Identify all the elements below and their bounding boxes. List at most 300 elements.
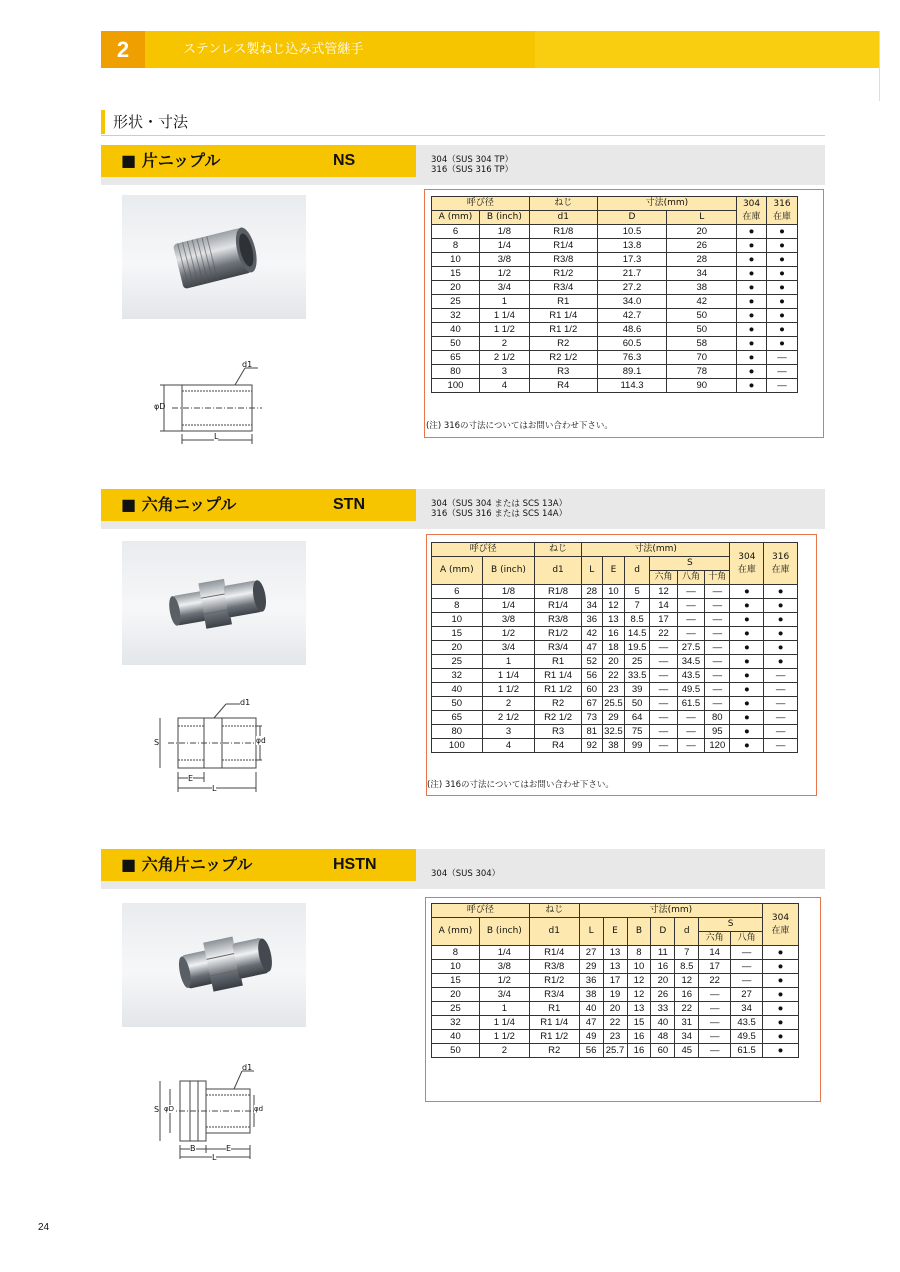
table-cell: 1 1/4 — [482, 669, 535, 683]
product-photo-stn — [122, 541, 306, 665]
product-banner-stn — [101, 489, 825, 529]
table-cell: ● — [730, 683, 764, 697]
chapter-number: 2 — [101, 31, 145, 68]
label-diameter-outer: φD — [164, 1105, 175, 1113]
table-row — [432, 323, 798, 337]
table-cell: 48 — [651, 1030, 675, 1044]
table-cell: 42 — [581, 627, 602, 641]
label-length: L — [212, 784, 217, 793]
header-cell: B — [627, 918, 651, 946]
table-cell: — — [731, 960, 763, 974]
table-cell: 3/4 — [482, 641, 535, 655]
product-banner-hstn — [101, 849, 825, 889]
table-cell: 114.3 — [597, 379, 667, 393]
table-cell: 13 — [627, 1002, 651, 1016]
table-cell: 17 — [650, 613, 677, 627]
table-cell: R3/4 — [529, 988, 579, 1002]
table-cell: ● — [767, 239, 798, 253]
table-cell: ● — [737, 365, 767, 379]
table-cell: ● — [737, 309, 767, 323]
table-cell: 47 — [579, 1016, 603, 1030]
table-cell: 49.5 — [731, 1030, 763, 1044]
table-cell: — — [699, 988, 731, 1002]
table-cell: 67 — [581, 697, 602, 711]
header-cell: B (inch) — [479, 918, 529, 946]
table-cell: 25 — [432, 295, 480, 309]
table-cell: ● — [730, 655, 764, 669]
table-cell: 50 — [432, 1044, 480, 1058]
table-cell: 16 — [675, 988, 699, 1002]
table-cell: 42 — [667, 295, 737, 309]
header-cell: d — [625, 557, 650, 585]
table-cell: 100 — [432, 379, 480, 393]
table-cell: — — [731, 946, 763, 960]
table-cell: ● — [763, 1030, 799, 1044]
table-cell: 20 — [432, 988, 480, 1002]
table-cell: 28 — [667, 253, 737, 267]
table-cell: R1/8 — [535, 585, 581, 599]
label-d1: d1 — [240, 698, 251, 707]
header-cell: 八角 — [731, 932, 763, 946]
drawing-ns — [150, 360, 270, 450]
table-cell: 32 — [432, 309, 480, 323]
table-cell: 5 — [625, 585, 650, 599]
table-cell: 27 — [731, 988, 763, 1002]
material-line: 316（SUS 316 TP） — [431, 165, 514, 175]
table-cell: 1/8 — [482, 585, 535, 599]
table-cell: ● — [763, 1044, 799, 1058]
table-row — [432, 988, 799, 1002]
table-cell: 23 — [602, 683, 624, 697]
label-d1: d1 — [242, 360, 253, 369]
table-row — [432, 267, 798, 281]
table-cell: 70 — [667, 351, 737, 365]
table-cell: 48.6 — [597, 323, 667, 337]
table-cell: 1/4 — [482, 599, 535, 613]
table-cell: ● — [767, 281, 798, 295]
table-cell: 43.5 — [677, 669, 704, 683]
table-cell: — — [677, 585, 704, 599]
table-cell: — — [705, 613, 730, 627]
table-cell: 4 — [479, 379, 529, 393]
section-title: 形状・寸法 — [113, 113, 189, 131]
table-cell: — — [650, 739, 677, 753]
table-cell: 14.5 — [625, 627, 650, 641]
table-cell: ● — [764, 627, 798, 641]
header-cell: E — [603, 918, 627, 946]
table-cell: 10 — [627, 960, 651, 974]
table-cell: 3/8 — [479, 253, 529, 267]
table-cell: — — [699, 1030, 731, 1044]
header-cell: d1 — [535, 557, 581, 585]
table-cell: — — [650, 697, 677, 711]
table-cell: 19.5 — [625, 641, 650, 655]
table-cell: 17 — [603, 974, 627, 988]
section-divider — [101, 135, 825, 136]
table-cell: ● — [764, 655, 798, 669]
header-cell: ねじ — [529, 197, 597, 211]
table-cell: — — [767, 365, 798, 379]
table-cell: ● — [730, 627, 764, 641]
table-cell: 8 — [432, 239, 480, 253]
table-cell: — — [677, 711, 704, 725]
table-cell: 20 — [602, 655, 624, 669]
table-cell: 26 — [651, 988, 675, 1002]
table-cell: R1 1/2 — [529, 323, 597, 337]
table-cell: 50 — [625, 697, 650, 711]
table-row — [432, 669, 798, 683]
table-cell: — — [705, 683, 730, 697]
table-cell: 80 — [432, 725, 483, 739]
table-cell: 40 — [432, 683, 483, 697]
table-cell: 73 — [581, 711, 602, 725]
table-cell: 32.5 — [604, 726, 623, 737]
table-cell: 95 — [705, 725, 730, 739]
page-number: 24 — [38, 1222, 50, 1233]
table-row — [432, 946, 799, 960]
table-cell: 34 — [731, 1002, 763, 1016]
table-cell: — — [650, 683, 677, 697]
table-cell: 27.5 — [677, 641, 704, 655]
header-cell: 八角 — [677, 571, 704, 585]
table-cell: 12 — [602, 599, 624, 613]
table-row — [432, 613, 798, 627]
table-cell: 65 — [432, 711, 483, 725]
chapter-title: ステンレス製ねじ込み式管継手 — [183, 42, 364, 57]
table-cell: 13.8 — [597, 239, 667, 253]
table-cell: — — [677, 725, 704, 739]
table-cell: ● — [730, 669, 764, 683]
table-cell: 50 — [667, 309, 737, 323]
table-cell: 25.5 — [604, 698, 623, 709]
table-cell: 2 1/2 — [479, 351, 529, 365]
table-cell: 61.5 — [731, 1044, 763, 1058]
table-cell: 56 — [579, 1044, 603, 1058]
table-row — [432, 351, 798, 365]
material-line: 304（SUS 304 TP） — [431, 155, 514, 165]
table-cell: R3/8 — [529, 960, 579, 974]
table-cell: ● — [767, 309, 798, 323]
label-length: L — [214, 432, 219, 441]
table-cell: ● — [730, 585, 764, 599]
table-cell: 50 — [432, 697, 483, 711]
table-cell: R1 1/4 — [535, 669, 581, 683]
table-row — [432, 1030, 799, 1044]
table-cell: 17 — [699, 960, 731, 974]
table-cell: 6 — [432, 225, 480, 239]
table-row — [432, 974, 799, 988]
table-cell: ● — [763, 1016, 799, 1030]
table-row — [432, 1044, 799, 1058]
table-cell: 16 — [651, 960, 675, 974]
table-cell: 31 — [675, 1016, 699, 1030]
table-row — [432, 225, 798, 239]
table-cell: — — [767, 379, 798, 393]
table-cell: R2 1/2 — [529, 351, 597, 365]
table-cell: 34 — [667, 267, 737, 281]
table-cell: 36 — [579, 974, 603, 988]
table-cell: ● — [737, 323, 767, 337]
table-cell: 40 — [579, 1002, 603, 1016]
table-cell: 10 — [432, 613, 483, 627]
table-cell: 8.5 — [675, 960, 699, 974]
table-cell: 27.2 — [597, 281, 667, 295]
table-cell: ● — [737, 267, 767, 281]
table-cell: 4 — [482, 739, 535, 753]
table-row — [432, 739, 798, 753]
table-row — [432, 641, 798, 655]
table-cell: 75 — [625, 725, 650, 739]
table-cell: 25 — [432, 655, 483, 669]
table-cell: — — [699, 1016, 731, 1030]
table-cell: 76.3 — [597, 351, 667, 365]
header-cell: 呼び径 — [432, 543, 535, 557]
table-cell: — — [764, 725, 798, 739]
drawing-hstn — [150, 1063, 270, 1163]
table-cell: ● — [764, 613, 798, 627]
table-cell: ● — [737, 351, 767, 365]
chapter-header — [101, 31, 880, 68]
table-cell: 29 — [579, 960, 603, 974]
table-cell: 1/8 — [479, 225, 529, 239]
table-cell: 22 — [603, 1016, 627, 1030]
table-row — [432, 1002, 799, 1016]
table-cell: 1 1/4 — [479, 309, 529, 323]
table-cell: R3/8 — [529, 253, 597, 267]
header-cell: S — [650, 557, 730, 571]
table-cell: ● — [730, 725, 764, 739]
table-cell: 60 — [581, 683, 602, 697]
table-cell: — — [764, 739, 798, 753]
table-cell: 18 — [602, 641, 624, 655]
table-cell: 10 — [432, 253, 480, 267]
table-cell: 34 — [675, 1030, 699, 1044]
table-cell: 15 — [432, 267, 480, 281]
table-cell: 20 — [651, 974, 675, 988]
table-cell: ● — [737, 295, 767, 309]
table-cell: 13 — [603, 960, 627, 974]
table-cell: ● — [737, 225, 767, 239]
table-cell: 43.5 — [731, 1016, 763, 1030]
table-cell: ● — [767, 225, 798, 239]
table-cell: 12 — [650, 585, 677, 599]
table-cell: — — [650, 725, 677, 739]
table-cell: 15 — [627, 1016, 651, 1030]
table-cell: 2 — [479, 1044, 529, 1058]
table-cell: ● — [767, 295, 798, 309]
label-s: S — [154, 738, 160, 747]
material-line: 304（SUS 304 または SCS 13A） — [431, 499, 568, 509]
table-cell: 60.5 — [597, 337, 667, 351]
table-cell: 22 — [699, 974, 731, 988]
table-cell: ● — [730, 711, 764, 725]
table-cell: R2 — [529, 337, 597, 351]
table-cell: — — [705, 599, 730, 613]
table-cell: R1 1/2 — [529, 1030, 579, 1044]
table-cell: — — [650, 641, 677, 655]
header-cell: B (inch) — [479, 211, 529, 225]
table-cell: 33 — [651, 1002, 675, 1016]
product-code: HSTN — [333, 856, 377, 873]
table-cell: 16 — [602, 627, 624, 641]
table-cell: R3/8 — [535, 613, 581, 627]
table-cell: 45 — [675, 1044, 699, 1058]
table-cell: ● — [730, 599, 764, 613]
table-cell: 1 1/4 — [479, 1016, 529, 1030]
table-cell: 29 — [602, 711, 624, 725]
header-cell: D — [651, 918, 675, 946]
header-cell: 呼び径 — [432, 904, 530, 918]
table-cell: 12 — [627, 988, 651, 1002]
table-cell: R3/4 — [529, 281, 597, 295]
table-cell: 1 — [479, 295, 529, 309]
table-cell: 32 — [432, 669, 483, 683]
table-cell: 36 — [581, 613, 602, 627]
material-list — [431, 869, 500, 879]
table-cell: 6 — [432, 585, 483, 599]
table-cell: 90 — [667, 379, 737, 393]
table-row — [432, 379, 798, 393]
table-row — [432, 627, 798, 641]
table-cell: 3 — [482, 725, 535, 739]
table-cell: 3/4 — [479, 281, 529, 295]
table-cell: 26 — [667, 239, 737, 253]
table-row — [432, 725, 798, 739]
table-cell: 38 — [579, 988, 603, 1002]
header-highlight — [535, 31, 880, 68]
table-cell: 40 — [651, 1016, 675, 1030]
table-cell: — — [764, 697, 798, 711]
table-cell: R1 1/4 — [529, 1016, 579, 1030]
header-cell: 304 在庫 — [730, 543, 764, 585]
table-cell: 11 — [651, 946, 675, 960]
table-cell: ● — [767, 337, 798, 351]
table-cell: 38 — [667, 281, 737, 295]
table-row — [432, 599, 798, 613]
table-cell: — — [705, 669, 730, 683]
table-cell: 28 — [581, 585, 602, 599]
table-cell: — — [705, 585, 730, 599]
label-b: B — [190, 1144, 196, 1153]
table-cell: 60 — [651, 1044, 675, 1058]
table-cell: — — [764, 683, 798, 697]
material-list — [431, 499, 567, 519]
table-cell: R4 — [535, 739, 581, 753]
table-cell: 1 — [482, 655, 535, 669]
table-cell: R1 — [535, 655, 581, 669]
table-cell: 49.5 — [677, 683, 704, 697]
table-cell: 81 — [581, 725, 602, 739]
table-cell: 23 — [603, 1030, 627, 1044]
table-header-row — [432, 543, 798, 557]
header-cell: S — [699, 918, 763, 932]
table-cell: 3/8 — [482, 613, 535, 627]
table-header-row — [432, 918, 799, 932]
table-cell: R3 — [529, 365, 597, 379]
table-cell: — — [677, 599, 704, 613]
spec-table-ns — [431, 196, 798, 393]
table-cell: 65 — [432, 351, 480, 365]
table-cell: 2 — [479, 337, 529, 351]
table-header-row — [432, 904, 799, 918]
table-cell: 33.5 — [625, 669, 650, 683]
table-cell: R1/2 — [535, 627, 581, 641]
table-cell: ● — [763, 988, 799, 1002]
table-cell: ● — [730, 697, 764, 711]
table-header-row — [432, 197, 798, 211]
header-cell: D — [597, 211, 667, 225]
table-cell: 120 — [705, 739, 730, 753]
table-cell: 1 — [479, 1002, 529, 1016]
label-length: L — [212, 1153, 217, 1162]
header-cell: 六角 — [699, 932, 731, 946]
table-cell: 1 1/2 — [482, 683, 535, 697]
table-cell: ● — [737, 337, 767, 351]
table-cell: 32 — [432, 1016, 480, 1030]
header-cell: A (mm) — [432, 557, 483, 585]
table-cell: 50 — [667, 323, 737, 337]
table-cell: 20 — [603, 1002, 627, 1016]
table-row — [432, 1016, 799, 1030]
table-cell: 1 1/2 — [479, 323, 529, 337]
table-cell: ● — [737, 281, 767, 295]
label-diameter: φd — [256, 736, 266, 745]
table-row — [432, 239, 798, 253]
table-cell: 12 — [675, 974, 699, 988]
table-cell: 61.5 — [677, 697, 704, 711]
table-cell: — — [764, 669, 798, 683]
table-row — [432, 697, 798, 711]
table-cell: R1 — [529, 1002, 579, 1016]
table-cell: 100 — [432, 739, 483, 753]
header-cell: d — [675, 918, 699, 946]
table-cell: 40 — [432, 323, 480, 337]
table-cell: 13 — [602, 613, 624, 627]
table-cell: 27 — [579, 946, 603, 960]
table-cell: ● — [730, 613, 764, 627]
section-marker — [101, 110, 105, 134]
table-cell: ● — [737, 379, 767, 393]
table-cell: — — [650, 655, 677, 669]
table-cell: 80 — [432, 365, 480, 379]
header-cell: E — [602, 557, 624, 585]
product-code: NS — [333, 152, 356, 169]
table-cell: 40 — [432, 1030, 480, 1044]
table-cell: 1/4 — [479, 239, 529, 253]
table-cell: 34.5 — [677, 655, 704, 669]
table-cell: — — [699, 1044, 731, 1058]
table-cell: — — [699, 1002, 731, 1016]
header-cell: d1 — [529, 918, 579, 946]
table-cell: 47 — [581, 641, 602, 655]
table-cell: 16 — [627, 1030, 651, 1044]
table-cell: R1/4 — [529, 946, 579, 960]
table-cell: R1/8 — [529, 225, 597, 239]
table-cell: 2 — [482, 697, 535, 711]
table-cell: — — [705, 627, 730, 641]
table-cell: 34.0 — [597, 295, 667, 309]
table-row — [432, 711, 798, 725]
product-photo-ns — [122, 195, 306, 319]
table-cell: — — [764, 711, 798, 725]
table-cell: ● — [764, 641, 798, 655]
table-cell: — — [731, 974, 763, 988]
table-cell: 22 — [675, 1002, 699, 1016]
header-cell: 寸法(mm) — [581, 543, 730, 557]
table-cell: 10 — [602, 585, 624, 599]
header-cell: L — [581, 557, 602, 585]
table-cell: 1 1/2 — [479, 1030, 529, 1044]
